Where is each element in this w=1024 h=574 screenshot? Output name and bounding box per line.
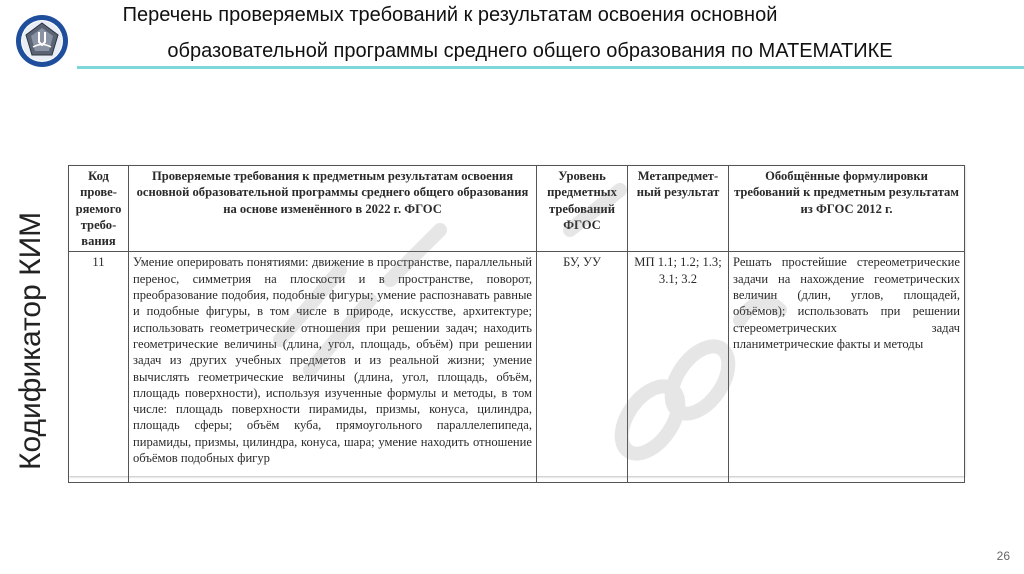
cell-code: 11 (69, 252, 129, 483)
cell-meta: МП 1.1; 1.2; 1.3; 3.1; 3.2 (628, 252, 729, 483)
column-header-requirement: Проверяемые требования к предметным результатам освоения основной образовательной программы среднего общего образования на основе изменённого в 2022 г. ФГОС (129, 166, 537, 252)
document-scan (68, 165, 964, 476)
page-number: 26 (996, 549, 1010, 563)
table-header-row (69, 166, 965, 252)
cell-requirement: Умение оперировать понятиями: движение в пространстве, параллельный перенос, симметрия на плоскости и в пространстве, поворот, преобразование подобия, подобные фигуры; умение распознавать равные и подобные фигуры, в том числе в природе, искусстве, архитектуре; использовать геометрические отношения при решении задач; находить геометрические величины (длина, угол, площадь, объём) при решении задач из других учебных предметов и из реальной жизни; умение вычислять геометрические величины (длина, угол, площадь, объём, площадь поверхности), используя изученные формулы и методы, в том числе: площадь поверхности пирамиды, призмы, конуса, цилиндра, площадь сферы; объём куба, прямоугольного параллелепипеда, пирамиды, призмы, цилиндра, конуса, шара; умение находить отношение объёмов подобных фигур (129, 252, 537, 483)
slide-title-line-2: образовательной программы среднего общего образования по МАТЕМАТИКЕ (167, 40, 893, 62)
fipi-emblem-icon (15, 14, 69, 68)
cell-generalized: Решать простейшие стереометрические задачи на нахождение геометрических величин (длин, углов, площадей, объёмов); использовать при решении стереометрических задач планиметрические факты и методы (729, 252, 965, 483)
column-header-meta: Метапредмет-ный результат (628, 166, 729, 252)
slide-title-line-1: Перечень проверяемых требований к результатам освоения основной (122, 4, 778, 26)
table-row (69, 252, 965, 483)
vertical-section-label: Кодификатор КИМ (14, 211, 47, 470)
requirements-table (68, 165, 965, 483)
column-header-level: Уровень предметных требований ФГОС (537, 166, 628, 252)
column-header-generalized: Обобщённые формулировки требований к предметным результатам из ФГОС 2012 г. (729, 166, 965, 252)
column-header-code: Код прове-ряемого требо-вания (69, 166, 129, 252)
cell-level: БУ, УУ (537, 252, 628, 483)
title-underline (77, 66, 1024, 69)
